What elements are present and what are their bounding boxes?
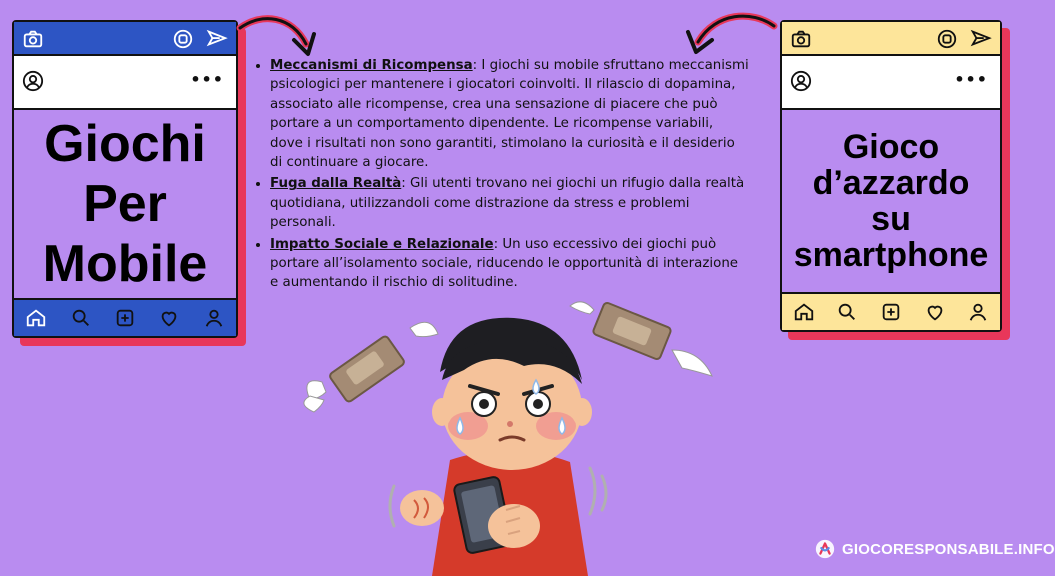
phone-frame [780, 20, 1002, 332]
list-item [270, 235, 750, 293]
title-line: Per [83, 175, 167, 233]
flying-money-right-icon [570, 302, 712, 376]
stressed-boy-illustration [300, 300, 720, 576]
title-line: su [871, 200, 911, 238]
phone-top-bar [782, 22, 1000, 56]
camera-icon [22, 28, 44, 50]
phone-top-bar [14, 22, 236, 56]
list-item [270, 174, 750, 232]
right-phone-title [782, 110, 1000, 292]
send-icon [970, 28, 992, 50]
title-line: d’azzardo [812, 164, 970, 202]
gaming-icon [936, 28, 958, 50]
info-text-block [250, 56, 750, 295]
user-icon [790, 70, 812, 92]
heart-icon [158, 307, 180, 329]
item-text: : Un uso eccessivo dei giochi può portare all’isolamento sociale, riducendo le opportunità di interazione e aumentando il rischio di solitudine. [270, 236, 739, 291]
more-dots-icon: ••• [954, 70, 988, 89]
heart-icon [924, 301, 946, 323]
item-term: Impatto Sociale e Relazionale [270, 236, 494, 252]
item-term: Meccanismi di Ricompensa [270, 58, 473, 73]
phone-frame [12, 20, 238, 338]
user-icon [203, 307, 225, 329]
phone-profile-row [14, 56, 236, 110]
home-icon [793, 301, 815, 323]
user-icon [967, 301, 989, 323]
left-phone-title [14, 110, 236, 298]
flying-money-left-icon [304, 322, 438, 412]
bullet-list [250, 56, 750, 293]
title-line: Gioco [842, 128, 940, 166]
item-text: : Gli utenti trovano nei giochi un rifugio dalla realtà quotidiana, utilizzandoli come distrazione da stress e problemi personali. [270, 176, 745, 231]
right-phone-mockup [780, 20, 1002, 332]
title-line: Giochi [44, 115, 206, 173]
phone-bottom-bar [14, 298, 236, 336]
logo-text: GIOCORESPONSABILE.INFO [842, 540, 1055, 558]
camera-icon [790, 28, 812, 50]
list-item [270, 56, 750, 172]
title-line: smartphone [793, 236, 989, 274]
title-line: Mobile [42, 235, 208, 293]
phone-bottom-bar [782, 292, 1000, 330]
user-icon [22, 70, 44, 92]
logo-mark-icon [814, 538, 836, 560]
add-icon [880, 301, 902, 323]
phone-profile-row [782, 56, 1000, 110]
curved-arrow-left-icon [676, 6, 786, 58]
site-logo[interactable] [814, 538, 1055, 560]
home-icon [25, 307, 47, 329]
gaming-icon [172, 28, 194, 50]
left-phone-mockup [12, 20, 238, 338]
search-icon [70, 307, 92, 329]
item-text: : I giochi su mobile sfruttano meccanismi psicologici per mantenere i giocatori coinvolti. Il rilascio di dopamina, associato alle ricompense, crea una sensazione di piacere che può portare a un comportamento dipendente. Le ricompense variabili, dove i risultati non sono garantiti, stimolano la curiosità e il desiderio di continuare a giocare. [270, 58, 749, 171]
item-term: Fuga dalla Realtà [270, 176, 402, 192]
more-dots-icon: ••• [190, 70, 224, 89]
search-icon [836, 301, 858, 323]
send-icon [206, 28, 228, 50]
curved-arrow-right-icon [232, 10, 322, 62]
add-icon [114, 307, 136, 329]
